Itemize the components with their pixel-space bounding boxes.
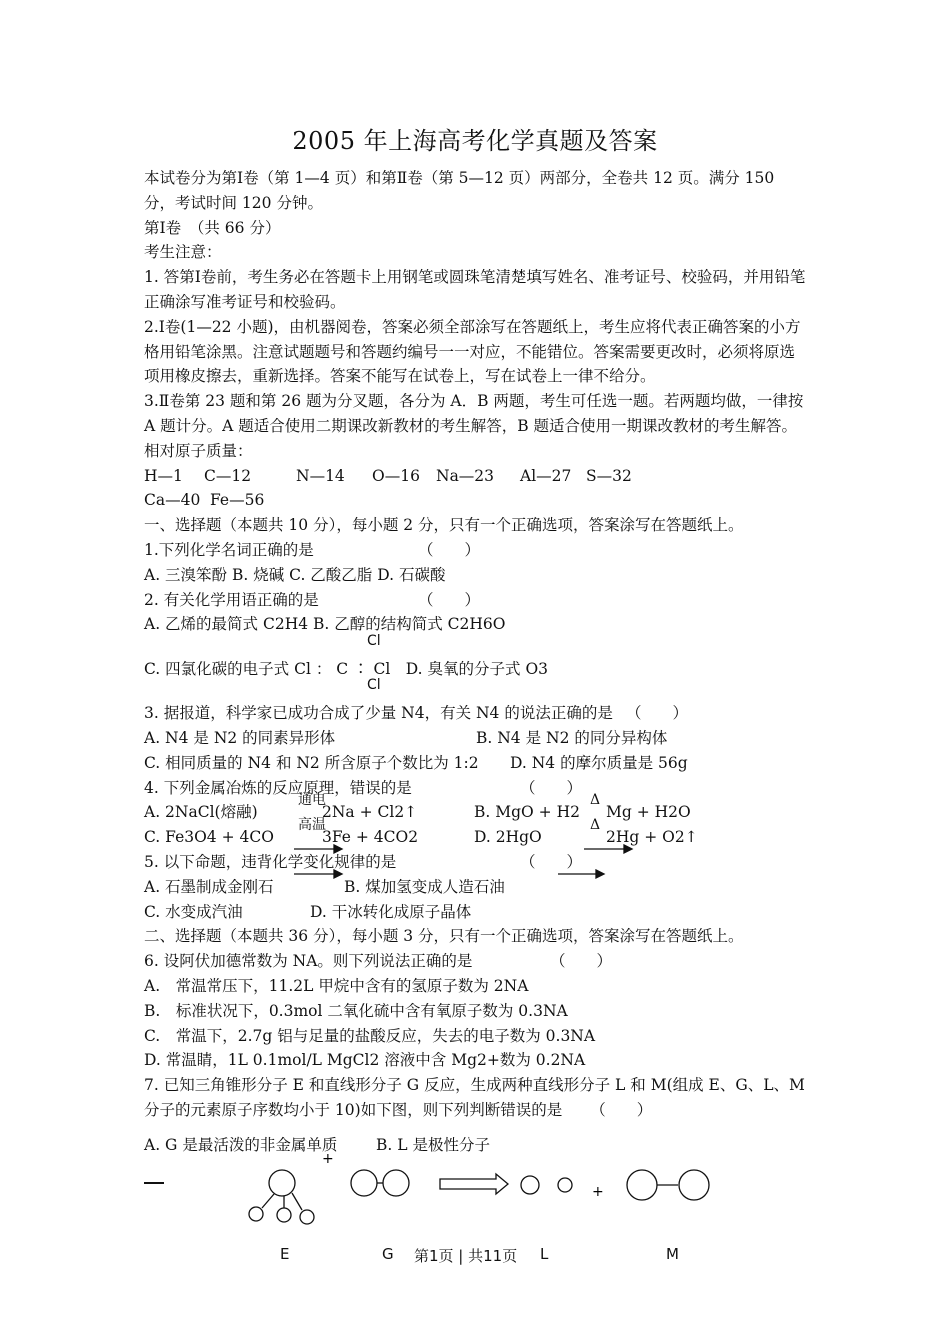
section-heading: 二、选择题（本题共 36 分），每小题 3 分，只有一个正确选项，答案涂写在答题纸上。 [144, 927, 744, 946]
label-e: E [280, 1245, 290, 1263]
option: B. N4 是 N2 的同分异构体 [476, 728, 668, 747]
arrow-head [596, 870, 604, 878]
mass-entry: Al—27 [520, 466, 572, 485]
q5-stem: 5. 以下命题，违背化学变化规律的是 [144, 852, 397, 871]
reaction-arrow [440, 1174, 508, 1194]
option: C. 相同质量的 N4 和 N2 所含原子个数比为 1:2 [144, 753, 479, 772]
page-title: 2005 年上海高考化学真题及答案 [292, 127, 658, 155]
q7-stem: 7. 已知三角锥形分子 E 和直线形分子 G 反应，生成两种直线形分子 L 和 M(组成 E、G、L、M 分子的元素原子序数均小于 10)如下图，则下列判断错误的是 [144, 1076, 805, 1119]
reactants: A. 2NaCl(熔融) [144, 803, 258, 822]
plus-sign: + [592, 1184, 604, 1200]
q2-options-cd: C. 四氯化碳的电子式 Cl ： C ∶ Cl D. 臭氧的分子式 O3 [144, 660, 549, 679]
condition: 通电 [298, 792, 326, 809]
products: Mg + H2O [606, 803, 691, 822]
arrow-head [334, 870, 342, 878]
answer-paren: （ ） [520, 778, 583, 797]
bond [262, 1194, 274, 1208]
plus-sign: + [322, 1151, 334, 1167]
answer-paren: （ ） [590, 1100, 653, 1119]
atom [383, 1170, 409, 1196]
atom [277, 1208, 291, 1222]
option: A. G 是最活泼的非金属单质 [144, 1135, 338, 1154]
notice-item: 2.Ⅰ卷(1—22 小题)，由机器阅卷，答案必须全部涂写在答题纸上，考生应将代表正确答案的小方格用铅笔涂黑。注意试题题号和答题约编号一一对应，不能错位。答案需要更改时，必须将原选项用橡皮擦去，重新选择。答案不能写在试卷上，写在试卷上一律不给分。 [144, 317, 801, 386]
option: A. 石墨制成金刚石 [144, 877, 274, 896]
condition: Δ [590, 792, 601, 809]
cl-top: Cl [367, 633, 381, 650]
option: D. 干冰转化成原子晶体 [310, 902, 472, 921]
mass-entry: O—16 [372, 466, 420, 485]
notice-heading: 考生注意： [144, 243, 222, 262]
option: B. 标准状况下，0.3mol 二氧化硫中含有氧原子数为 0.3NA [144, 1001, 568, 1020]
mass-entry: N—14 [296, 466, 345, 485]
reactants: C. Fe3O4 + 4CO [144, 828, 274, 847]
q2-options-ab: A. 乙烯的最简式 C2H4 B. 乙醇的结构简式 C2H6O [144, 615, 506, 634]
atom [679, 1170, 709, 1200]
atom [249, 1207, 263, 1221]
notice-item: 3.Ⅱ卷第 23 题和第 26 题为分叉题，各分为 A．B 两题，考生可任选一题。若两题均做，一律按 A 题计分。A 题适合使用二期课改新教材的考生解答，B 题适合使用一期课改教材的考生解答。 [144, 392, 804, 435]
answer-paren: （ ） [418, 590, 481, 609]
notice-item: 1. 答第Ⅰ卷前，考生务必在答题卡上用钢笔或圆珠笔清楚填写姓名、准考证号、校验码，并用铅笔正确涂写准考证号和校验码。 [144, 268, 806, 311]
label-m: M [666, 1245, 679, 1263]
products: 2Na + Cl2↑ [322, 803, 418, 822]
answer-paren: （ ） [520, 852, 583, 871]
arrow-head [624, 845, 632, 853]
atom [300, 1210, 314, 1224]
q1-stem: 1.下列化学名词正确的是 [144, 540, 314, 559]
q6-stem: 6. 设阿伏加德常数为 NA。则下列说法正确的是 [144, 952, 473, 971]
option: C. 水变成汽油 [144, 902, 243, 921]
mass-entry: C—12 [204, 466, 252, 485]
answer-paren: （ ） [550, 952, 613, 971]
intro-paragraph: 本试卷分为第Ⅰ卷（第 1—4 页）和第Ⅱ卷（第 5—12 页）两部分，全卷共 12 页。满分 150 分，考试时间 120 分钟。 [144, 169, 775, 212]
atom [351, 1170, 377, 1196]
mass-entry: Fe—56 [210, 491, 265, 510]
option: B. L 是极性分子 [376, 1135, 490, 1154]
answer-paren: （ ） [626, 704, 689, 723]
part-one-heading: 第Ⅰ卷 （共 66 分） [144, 218, 281, 237]
products: 3Fe + 4CO2 [322, 828, 419, 847]
q1-options: A. 三溴笨酚 B. 烧碱 C. 乙酸乙脂 D. 石碳酸 [144, 565, 446, 584]
cl-bottom: Cl [367, 677, 381, 694]
option: D. 常温睛，1L 0.1mol/L MgCl2 溶液中含 Mg2+数为 0.2NA [144, 1051, 586, 1070]
option: A. N4 是 N2 的同素异形体 [144, 728, 336, 747]
mass-entry: S—32 [586, 466, 632, 485]
bond [292, 1193, 302, 1210]
atom [558, 1178, 572, 1192]
option: B. 煤加氢变成人造石油 [344, 877, 505, 896]
atom-center [269, 1170, 295, 1196]
arrow-head [334, 845, 342, 853]
mass-entry: Ca—40 [144, 491, 201, 510]
label-l: L [540, 1245, 549, 1263]
q3-stem: 3. 据报道，科学家已成功合成了少量 N4，有关 N4 的说法正确的是 [144, 704, 613, 723]
page-number: 第1页 | 共11页 [414, 1247, 518, 1265]
atom [627, 1170, 657, 1200]
mass-entry: Na—23 [436, 466, 495, 485]
option: A. 常温常压下，11.2L 甲烷中含有的氢原子数为 2NA [144, 976, 529, 995]
q4-stem: 4. 下列金属冶炼的反应原理，错误的是 [144, 778, 412, 797]
label-g: G [382, 1245, 394, 1263]
atomic-mass-label: 相对原子质量： [144, 441, 253, 460]
products: 2Hg + O2↑ [606, 828, 698, 847]
option: D. N4 的摩尔质量是 56g [510, 753, 688, 772]
reactants: D. 2HgO [474, 828, 542, 847]
atom [521, 1176, 539, 1194]
mass-entry: H—1 [144, 466, 183, 485]
condition: Δ [590, 817, 601, 834]
option: C. 常温下，2.7g 铝与足量的盐酸反应，失去的电子数为 0.3NA [144, 1026, 596, 1045]
condition: 高温 [298, 817, 326, 834]
answer-paren: （ ） [418, 540, 481, 559]
section-heading: 一、选择题（本题共 10 分），每小题 2 分，只有一个正确选项，答案涂写在答题纸上。 [144, 516, 744, 535]
reactants: B. MgO + H2 [474, 803, 580, 822]
q2-stem: 2. 有关化学用语正确的是 [144, 590, 319, 609]
